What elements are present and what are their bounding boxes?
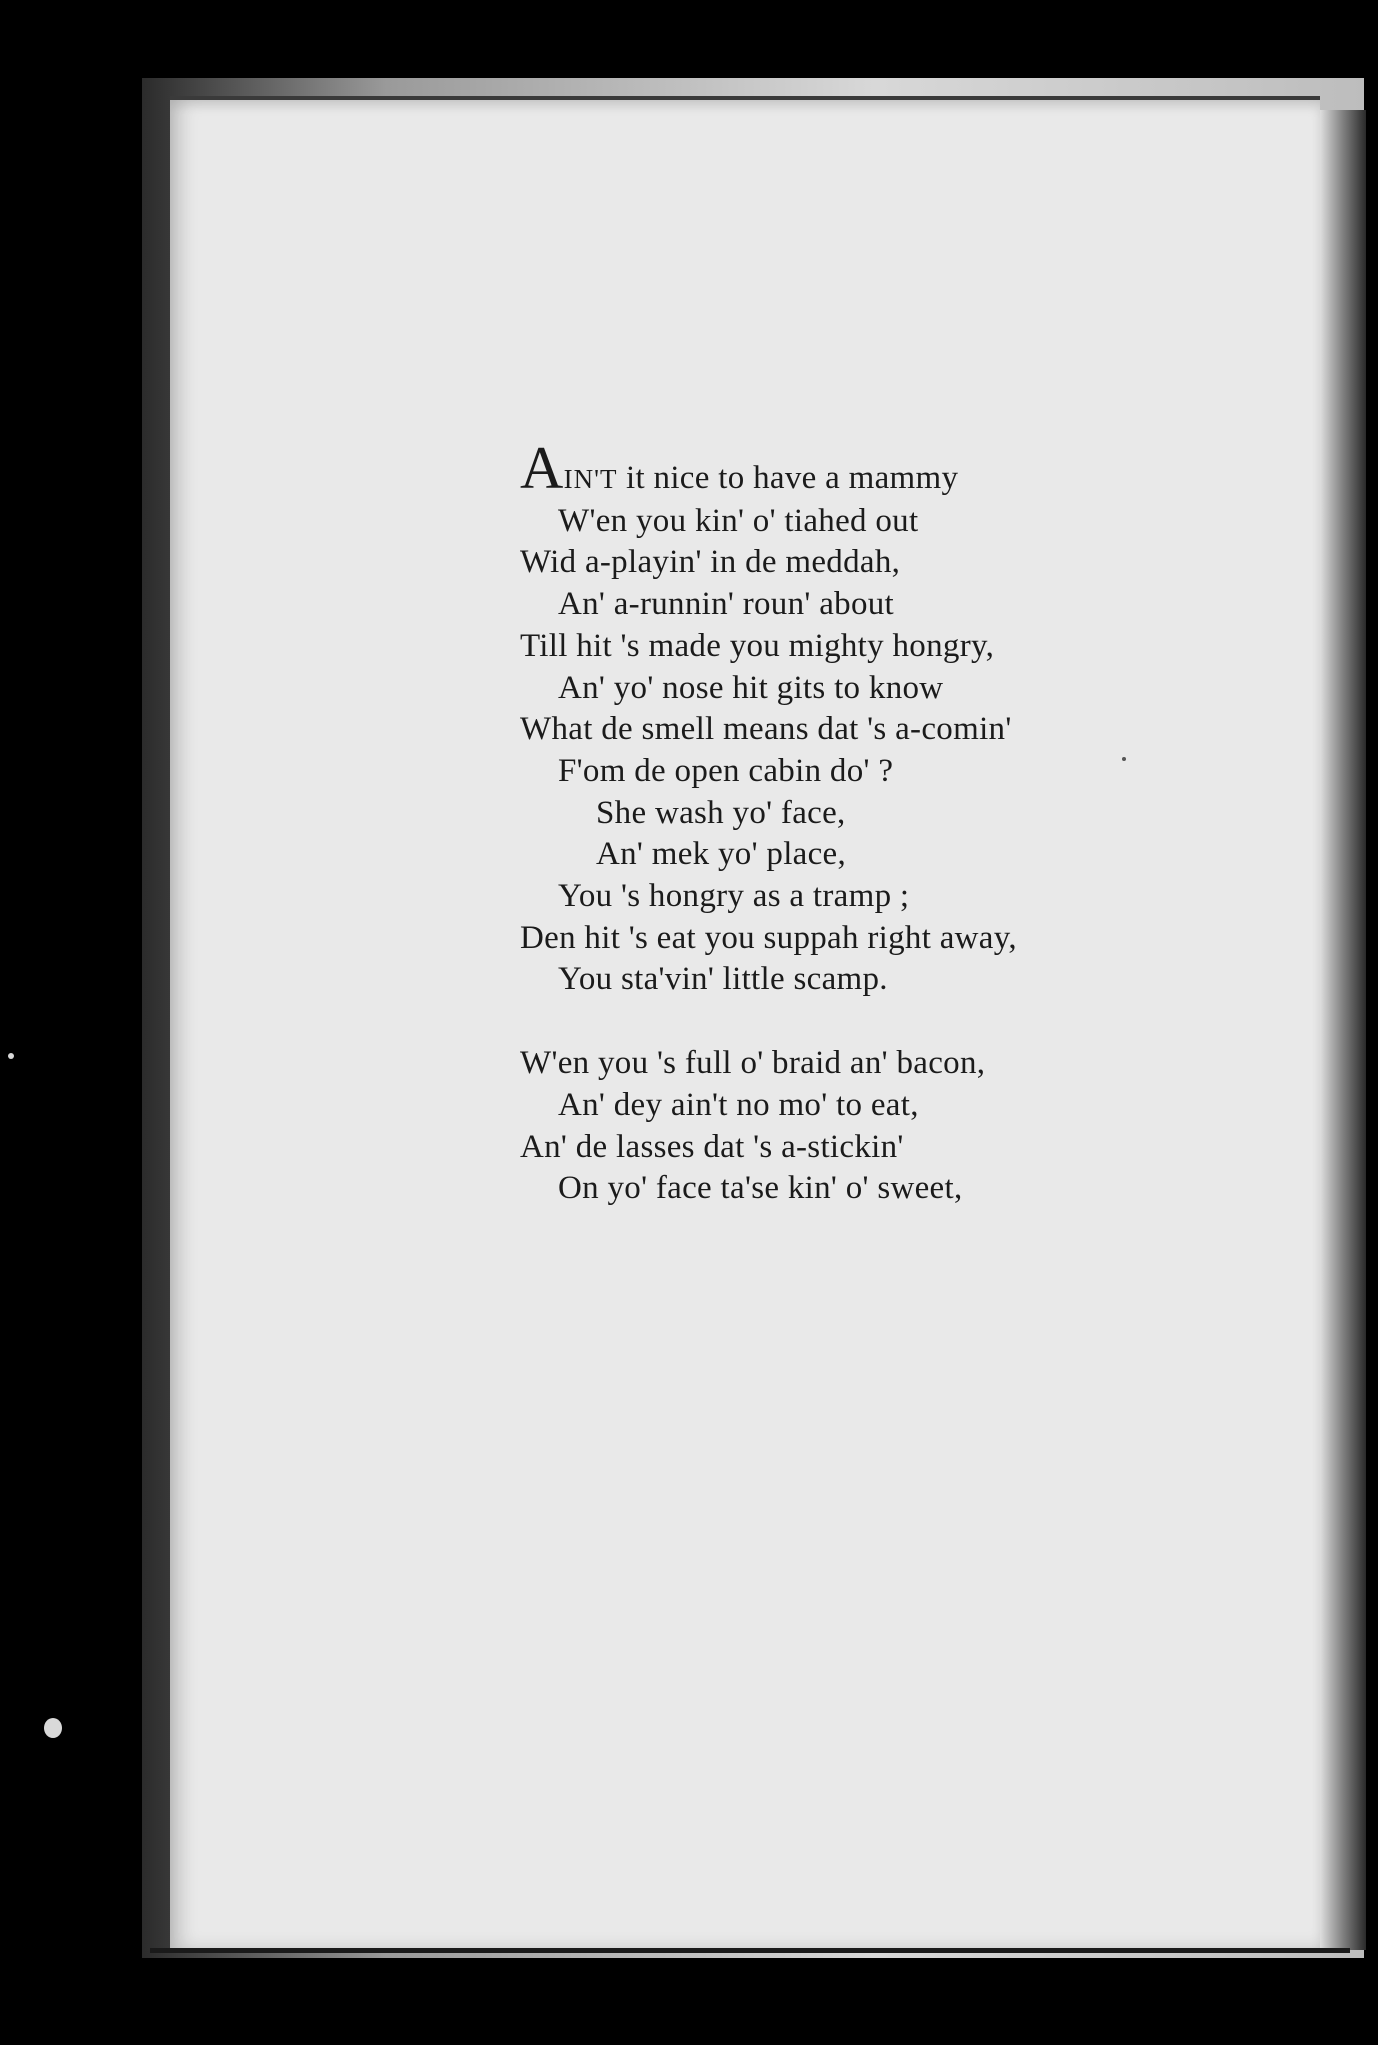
page-bottom-edge [150,1948,1350,1953]
scan-speck [44,1718,62,1738]
poem-line: What de smell means dat 's a-comin' [520,711,1012,748]
poem-line: An' mek yo' place, [596,836,847,873]
poem-line: An' yo' nose hit gits to know [558,669,944,706]
drop-initial: A [520,435,564,501]
poem-line: On yo' face ta'se kin' o' sweet, [558,1170,963,1207]
poem-line: An' de lasses dat 's a-stickin' [520,1128,904,1165]
poem-line: You sta'vin' little scamp. [558,961,888,998]
poem-line: W'en you kin' o' tiahed out [558,502,919,539]
poem-line: F'om de open cabin do' ? [558,752,894,789]
small-caps-word: IN'T [563,464,618,494]
poem-line [520,435,1140,501]
poem-line: W'en you 's full o' braid an' bacon, [520,1045,986,1082]
poem-text [520,435,1140,1210]
line-text: it nice to have a mammy [617,460,959,496]
poem-stanza-2 [520,1043,1140,1210]
scan-speck [8,1053,14,1059]
poem-line: You 's hongry as a tramp ; [558,878,910,915]
poem-line: An' a-runnin' roun' about [558,586,895,623]
poem-line: Till hit 's made you mighty hongry, [520,627,995,664]
poem-line: Den hit 's eat you suppah right away, [520,919,1017,956]
page-edge-right [1318,110,1366,1950]
poem-stanza-1 [520,435,1140,1001]
poem-line: She wash yo' face, [596,794,846,831]
poem-line: An' dey ain't no mo' to eat, [558,1086,919,1123]
page-top-edge [170,96,1320,100]
poem-line: Wid a-playin' in de meddah, [520,544,901,581]
